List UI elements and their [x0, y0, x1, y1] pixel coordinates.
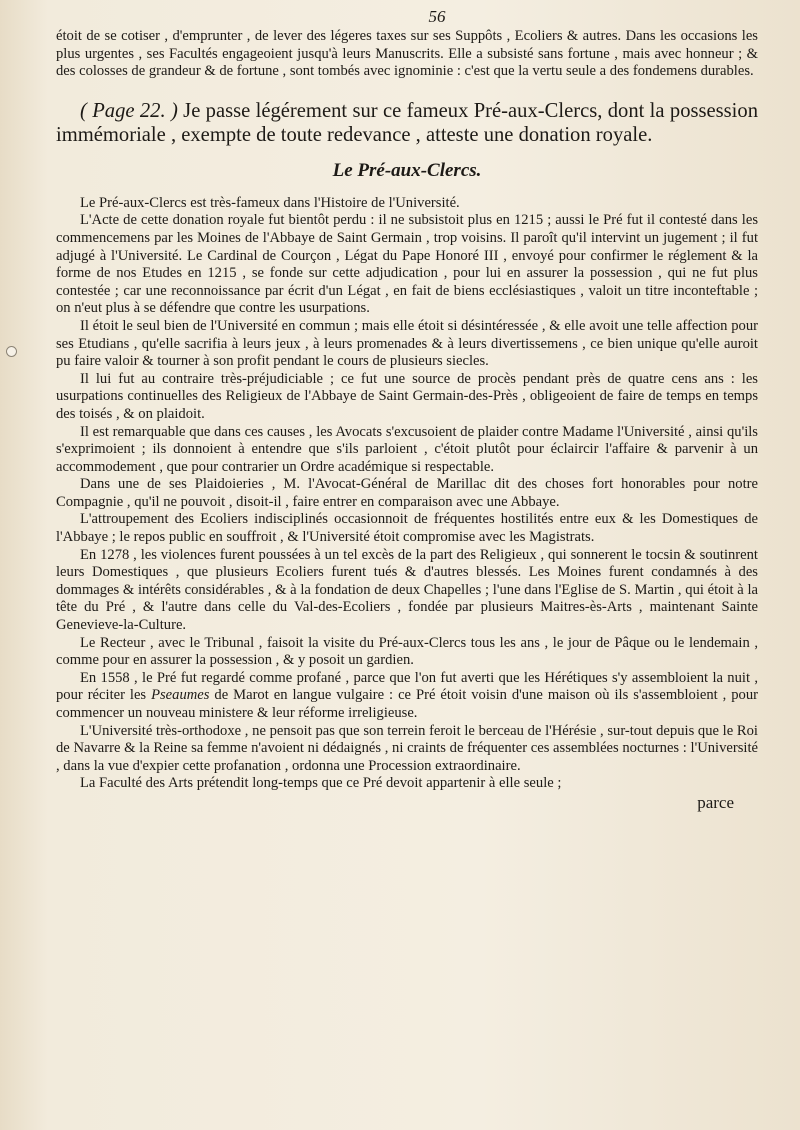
- paragraph-3: Il étoit le seul bien de l'Université en commun ; mais elle étoit si désintéressée , & elle avoit une telle affection pour ses Etudians , qu'elle sacrifia à leurs jeux , à leurs promenades & à leurs divertissemens , ce bien unique qu'elle auroit pu faire valoir & tourner à son profit pendant le cours de plusieurs siecles.: [56, 317, 758, 370]
- citation-text: Je passe légérement sur ce fameux Pré-aux-Clercs, dont la possession immémoriale , exempte de toute redevance , atteste une donation royale.: [56, 99, 758, 146]
- p1558-italic: Pseaumes: [151, 687, 210, 704]
- paragraph-1558: [56, 670, 758, 723]
- paragraph-2: L'Acte de cette donation royale fut bientôt perdu : il ne subsistoit plus en 1215 ; aussi le Pré fut il contesté dans les commencemens par les Moines de l'Abbaye de Saint Germain , trop voisins. Il paroît qu'il intervint un jugement ; il fut adjugé à l'Université. Le Cardinal de Courçon , Légat du Pape Honoré III , envoyé pour confirmer le réglement & la forme de nos Etudes en 1215 , se fonde sur cette adjudication , pour lui en assurer la possession , qui ne fut plus contestée ; car une reconnoissance par écrit d'un Légat , en fait de biens ecclésiastiques , valoit un titre inconteftable ; on n'eut plus à se défendre que contre les usurpations.: [56, 212, 758, 317]
- p1558-after: de Marot en langue vulgaire : ce Pré étoit voisin d'une maison où ils s'assembloient , pour commencer un nouveau ministere & leur réforme irreligieuse.: [56, 687, 758, 721]
- citation-paragraph: [56, 99, 758, 147]
- page-reference: ( Page 22. ): [80, 99, 178, 122]
- paragraph-6: Dans une de ses Plaidoieries , M. l'Avocat-Général de Marillac dit des choses fort honorables pour notre Compagnie , qu'il ne pouvoit , disoit-il , faire entrer en comparaison avec une Abbaye.: [56, 476, 758, 510]
- page-number: 56: [428, 7, 446, 26]
- catchword: parce: [697, 792, 734, 812]
- paragraph-1: Le Pré-aux-Clercs est très-fameux dans l'Histoire de l'Université.: [80, 194, 460, 211]
- section-heading: Le Pré-aux-Clercs.: [332, 159, 482, 181]
- paragraph-8: En 1278 , les violences furent poussées à un tel excès de la part des Religieux , qui sonnerent le tocsin & soutinrent leurs Domestiques , que plusieurs Ecoliers furent tués & d'autres blessés. Les Moines furent condamnés à des dommages & intérêts considérables , & à la fondation de deux Chapelles ; l'une dans l'Eglise de S. Martin , qui étoit à la tête du Pré , & l'autre dans celle du Val-des-Ecoliers , fondée par plusieurs Maitres-ès-Arts , maintenant Sainte Genevieve-la-Culture.: [56, 546, 758, 634]
- paragraph-5: Il est remarquable que dans ces causes , les Avocats s'excusoient de plaider contre Madame l'Université , ainsi qu'ils s'exprimoient ; ils donnoient à entendre que s'ils parloient , c'étoit plutôt pour éclaircir l'affaire & parvenir à un accommodement , que pour contrarier un Ordre académique si respectable.: [56, 423, 758, 475]
- binding-hole-mark: [6, 346, 17, 357]
- paragraph-last: La Faculté des Arts prétendit long-temps que ce Pré devoit appartenir à elle seule ;: [80, 775, 562, 792]
- paragraph-7: L'attroupement des Ecoliers indisciplinés occasionnoit de fréquentes hostilités entre eux & les Domestiques de l'Abbaye ; le repos public en souffroit , & l'Université étoit compromise avec les Magistrats.: [56, 511, 758, 546]
- paragraph-4: Il lui fut au contraire très-préjudiciable ; ce fut une source de procès pendant près de quatre cens ans : les usurpations continuelles des Religieux de l'Abbaye de Saint Germain-des-Près , obligeoient de faire de temps en temps des toisés , & on plaidoit.: [56, 370, 758, 422]
- p1558-before: En 1558 , le Pré fut regardé comme profané , parce que l'on fut averti que les Hérétiques s'y assembloient la nuit , pour réciter les: [56, 669, 758, 704]
- paragraph-9: Le Recteur , avec le Tribunal , faisoit la visite du Pré-aux-Clercs tous les ans , le jour de Pâque ou le lendemain , comme pour en assurer la possession , & y posoit un gardien.: [56, 634, 758, 669]
- paragraph-orthodoxe: L'Université très-orthodoxe , ne pensoit pas que son terrein feroit le berceau de l'Hérésie , sur-tout depuis que le Roi de Navarre & la Reine sa femme n'avoient ni dédaignés , ni craints de fréquenter ces assemblées nocturnes : l'Université , dans la vue d'expier cette profanation , ordonna une Procession extraordinaire.: [56, 722, 758, 774]
- intro-paragraph: étoit de se cotiser , d'emprunter , de lever des légeres taxes sur ses Suppôts , Ecoliers & autres. Dans les occasions les plus urgentes , ses Facultés engageoient jusqu'à leurs Manuscrits. Elle a subsisté sans fortune , mais avec honneur ; & des colosses de grandeur & de fortune , sont tombés avec ignominie : c'est que la vertu seule a des fondemens durables.: [56, 28, 758, 80]
